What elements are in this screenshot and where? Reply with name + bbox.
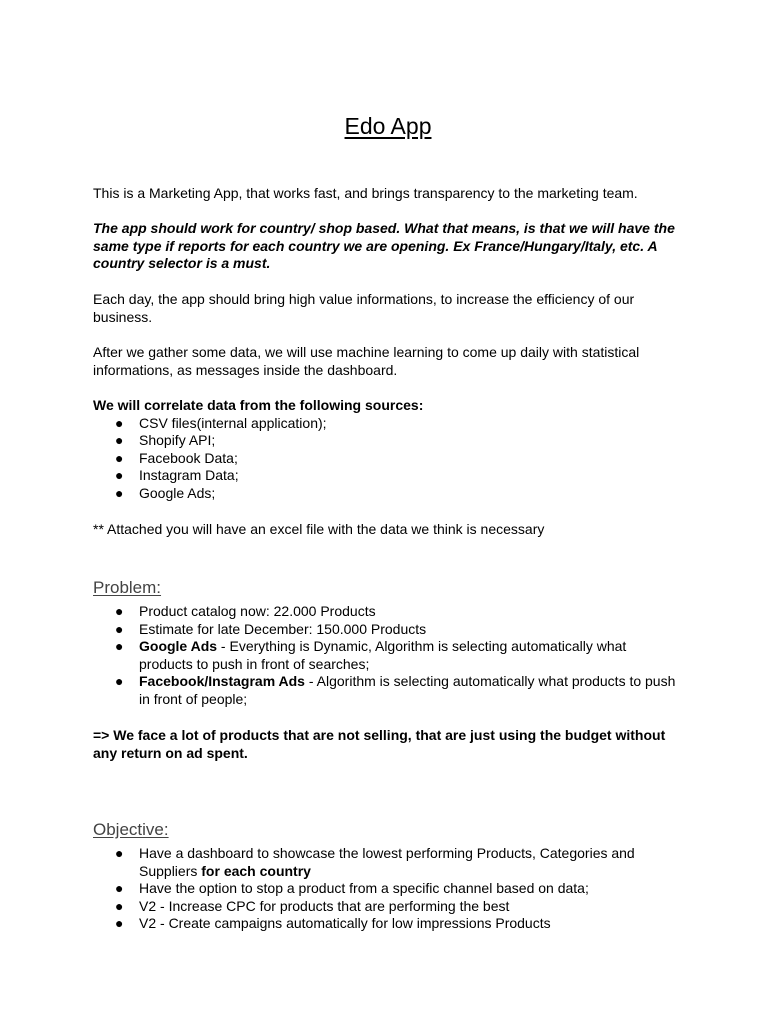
list-item: ● V2 - Increase CPC for products that are performing the best [115,897,510,914]
bullet-icon: ● [115,484,124,501]
sources-list [93,415,683,503]
list-item: ● Google Ads - Everything is Dynamic, Algorithm is selecting automatically what products to push in front of searches; [115,638,627,672]
list-item: ● Product catalog now: 22.000 Products [115,603,376,619]
daily-value-paragraph: Each day, the app should bring high value informations, to increase the efficiency of our business. [93,291,635,325]
document-title: Edo App [344,113,432,139]
objective-heading: Objective: [93,820,169,839]
list-item: ● Facebook Data; [115,449,238,466]
bullet-icon: ● [115,880,124,897]
attachment-note: ** Attached you will have an excel file with the data we think is necessary [93,521,545,537]
problem-heading: Problem: [93,578,162,597]
bullet-icon: ● [115,603,124,619]
sources-section [93,397,683,503]
bullet-icon: ● [115,467,124,484]
bullet-icon: ● [115,897,124,914]
objective-list [93,845,683,933]
bullet-icon: ● [115,414,124,431]
bullet-icon: ● [115,620,124,637]
list-item: ● Facebook/Instagram Ads - Algorithm is selecting automatically what products to push in front of people; [115,673,676,707]
list-item: ● Instagram Data; [115,467,239,484]
sources-heading: We will correlate data from the following sources: [93,397,424,413]
problem-conclusion: => We face a lot of products that are not selling, that are just using the budget without any return on ad spent. [93,727,666,761]
problem-list [93,603,683,709]
list-item: ● Shopify API; [115,432,216,449]
list-item: ● Estimate for late December: 150.000 Products [115,620,427,637]
list-item: ● V2 - Create campaigns automatically for low impressions Products [115,915,551,932]
bullet-icon: ● [115,673,124,690]
intro-paragraph: This is a Marketing App, that works fast, and brings transparency to the marketing team. [93,185,638,201]
country-note-paragraph: The app should work for country/ shop based. What that means, is that we will have the same type if reports for each country we are opening. Ex France/Hungary/Italy, etc. A country selector is a must. [93,220,675,272]
bullet-icon: ● [115,845,124,861]
ml-note-paragraph: After we gather some data, we will use machine learning to come up daily with statistical informations, as messages inside the dashboard. [93,344,640,378]
bullet-icon: ● [115,432,124,449]
bullet-icon: ● [115,638,124,655]
list-item: ● Have the option to stop a product from a specific channel based on data; [115,880,589,897]
list-item: ● CSV files(internal application); [115,414,327,431]
bullet-icon: ● [115,449,124,466]
bullet-icon: ● [115,915,124,932]
list-item: ● Google Ads; [115,484,216,501]
list-item: ● Have a dashboard to showcase the lowest performing Products, Categories and Suppliers for each country [115,845,635,879]
